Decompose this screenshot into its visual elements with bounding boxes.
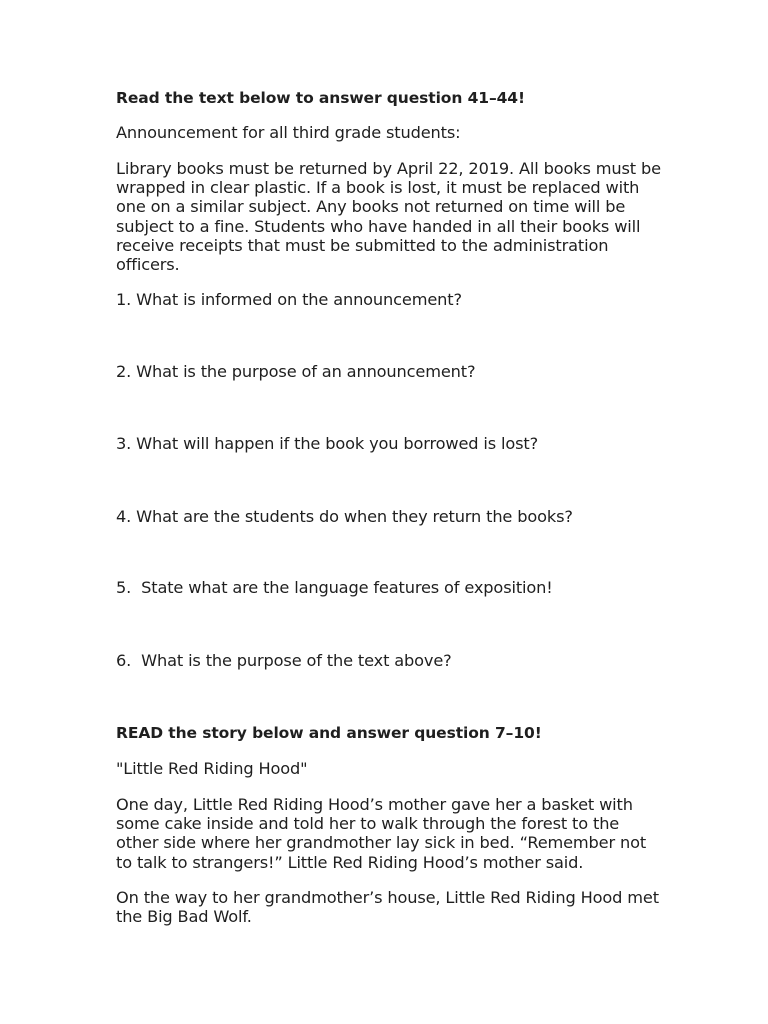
question-4: 4. What are the students do when they return the books? xyxy=(116,507,573,526)
announcement-subheading: Announcement for all third grade students: xyxy=(116,123,461,142)
question-1: 1. What is informed on the announcement? xyxy=(116,290,462,309)
story-paragraph-1: One day, Little Red Riding Hood’s mother gave her a basket with some cake inside and told her to walk through the forest to the other side where her grandmother lay sick in bed. “Remember not to talk to strangers!” Little Red Riding Hood’s mother said. xyxy=(116,795,647,872)
section2-heading: READ the story below and answer question 7–10! xyxy=(116,724,542,742)
announcement-paragraph: Library books must be returned by April 22, 2019. All books must be wrapped in clear plastic. If a book is lost, it must be replaced with one on a similar subject. Any books not returned on time will be subject to a fine. Students who have handed in all their books will receive receipts that must be submitted to the administration officers. xyxy=(116,159,661,275)
section1-heading: Read the text below to answer question 41–44! xyxy=(116,89,525,107)
story-title: "Little Red Riding Hood" xyxy=(116,759,308,778)
question-5: 5. State what are the language features of exposition! xyxy=(116,578,553,597)
question-2: 2. What is the purpose of an announcement? xyxy=(116,362,476,381)
story-paragraph-2: On the way to her grandmother’s house, Little Red Riding Hood met the Big Bad Wolf. xyxy=(116,888,659,927)
question-3: 3. What will happen if the book you borrowed is lost? xyxy=(116,434,539,453)
question-6: 6. What is the purpose of the text above? xyxy=(116,651,452,670)
